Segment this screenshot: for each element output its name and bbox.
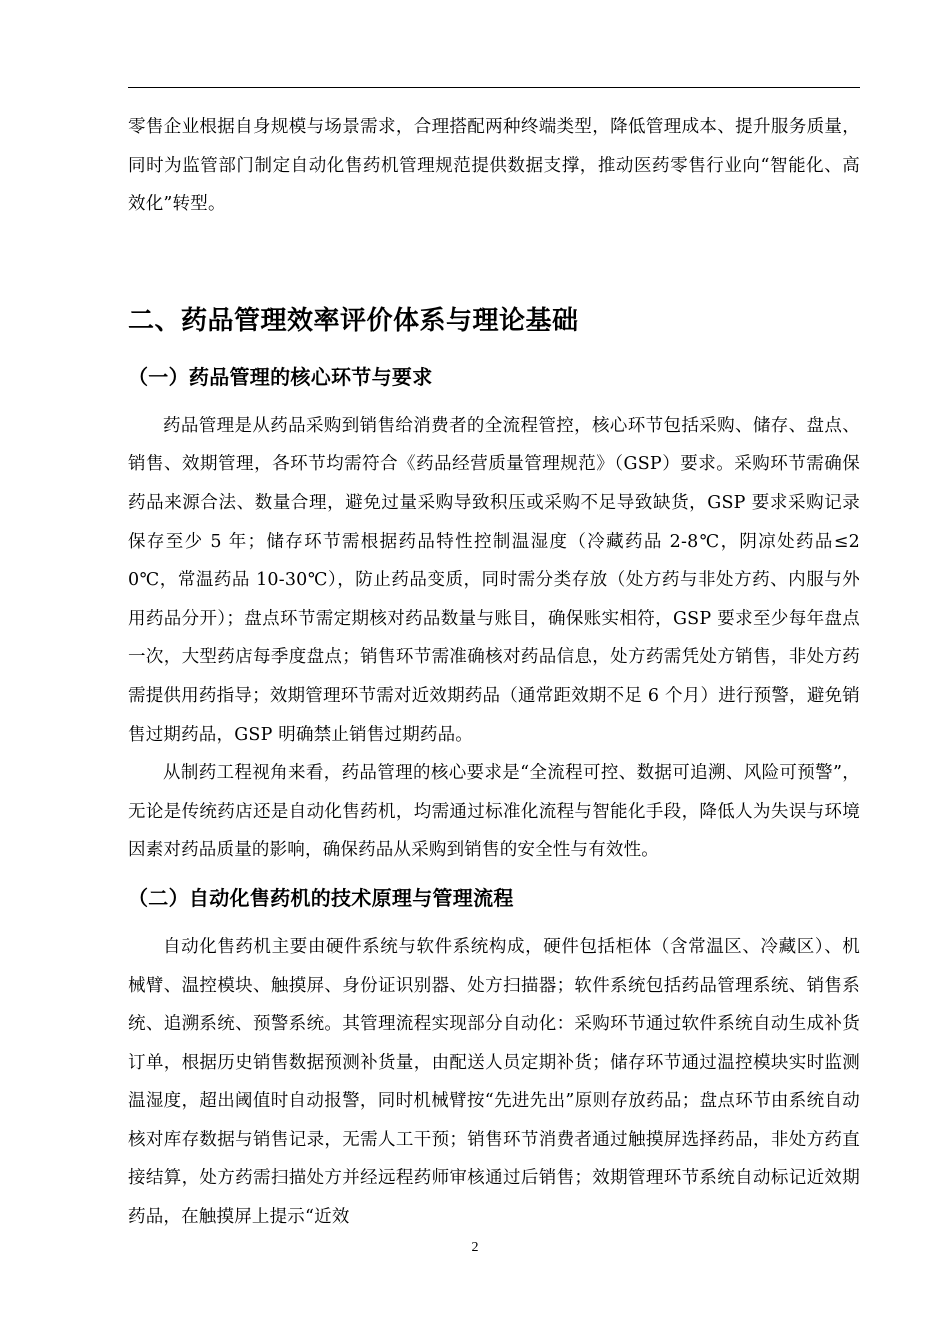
body-paragraph: 零售企业根据自身规模与场景需求，合理搭配两种终端类型，降低管理成本、提升服务质量，同时为监管部门制定自动化售药机管理规范提供数据支撑，推动医药零售行业向“智能化、高效化”转型。 [128,117,860,215]
document-body [128,108,860,1237]
page-number: 2 [471,1240,479,1255]
subsection-heading-2: （二）自动化售药机的技术原理与管理流程 [128,885,514,910]
subsection-heading-1: （一）药品管理的核心环节与要求 [128,364,433,389]
section-heading: 二、药品管理效率评价体系与理论基础 [128,305,579,336]
header-rule [128,87,860,88]
body-paragraph: 药品管理是从药品采购到销售给消费者的全流程管控，核心环节包括采购、储存、盘点、销售、效期管理，各环节均需符合《药品经营质量管理规范》（GSP）要求。采购环节需确保药品来源合法、数量合理，避免过量采购导致积压或采购不足导致缺货，GSP 要求采购记录保存至少 5 年；储存环节需根据药品特性控制温湿度（冷藏药品 2-8℃，阴凉处药品≤20℃，常温药品 10-30℃），防止药品变质，同时需分类存放（处方药与非处方药、内服与外用药品分开）；盘点环节需定期核对药品数量与账目，确保账实相符，GSP 要求至少每年盘点一次，大型药店每季度盘点；销售环节需准确核对药品信息，处方药需凭处方销售，非处方药需提供用药指导；效期管理环节需对近效期药品（通常距效期不足 6 个月）进行预警，避免销售过期药品，GSP 明确禁止销售过期药品。 [128,415,860,745]
body-paragraph: 从制药工程视角来看，药品管理的核心要求是“全流程可控、数据可追溯、风险可预警”，无论是传统药店还是自动化售药机，均需通过标准化流程与智能化手段，降低人为失误与环境因素对药品质量的影响，确保药品从采购到销售的安全性与有效性。 [128,763,860,861]
body-paragraph: 自动化售药机主要由硬件系统与软件系统构成，硬件包括柜体（含常温区、冷藏区）、机械臂、温控模块、触摸屏、身份证识别器、处方扫描器；软件系统包括药品管理系统、销售系统、追溯系统、预警系统。其管理流程实现部分自动化：采购环节通过软件系统自动生成补货订单，根据历史销售数据预测补货量，由配送人员定期补货；储存环节通过温控模块实时监测温湿度，超出阈值时自动报警，同时机械臂按“先进先出”原则存放药品；盘点环节由系统自动核对库存数据与销售记录，无需人工干预；销售环节消费者通过触摸屏选择药品，非处方药直接结算，处方药需扫描处方并经远程药师审核通过后销售；效期管理环节系统自动标记近效期药品，在触摸屏上提示“近效 [128,936,860,1228]
